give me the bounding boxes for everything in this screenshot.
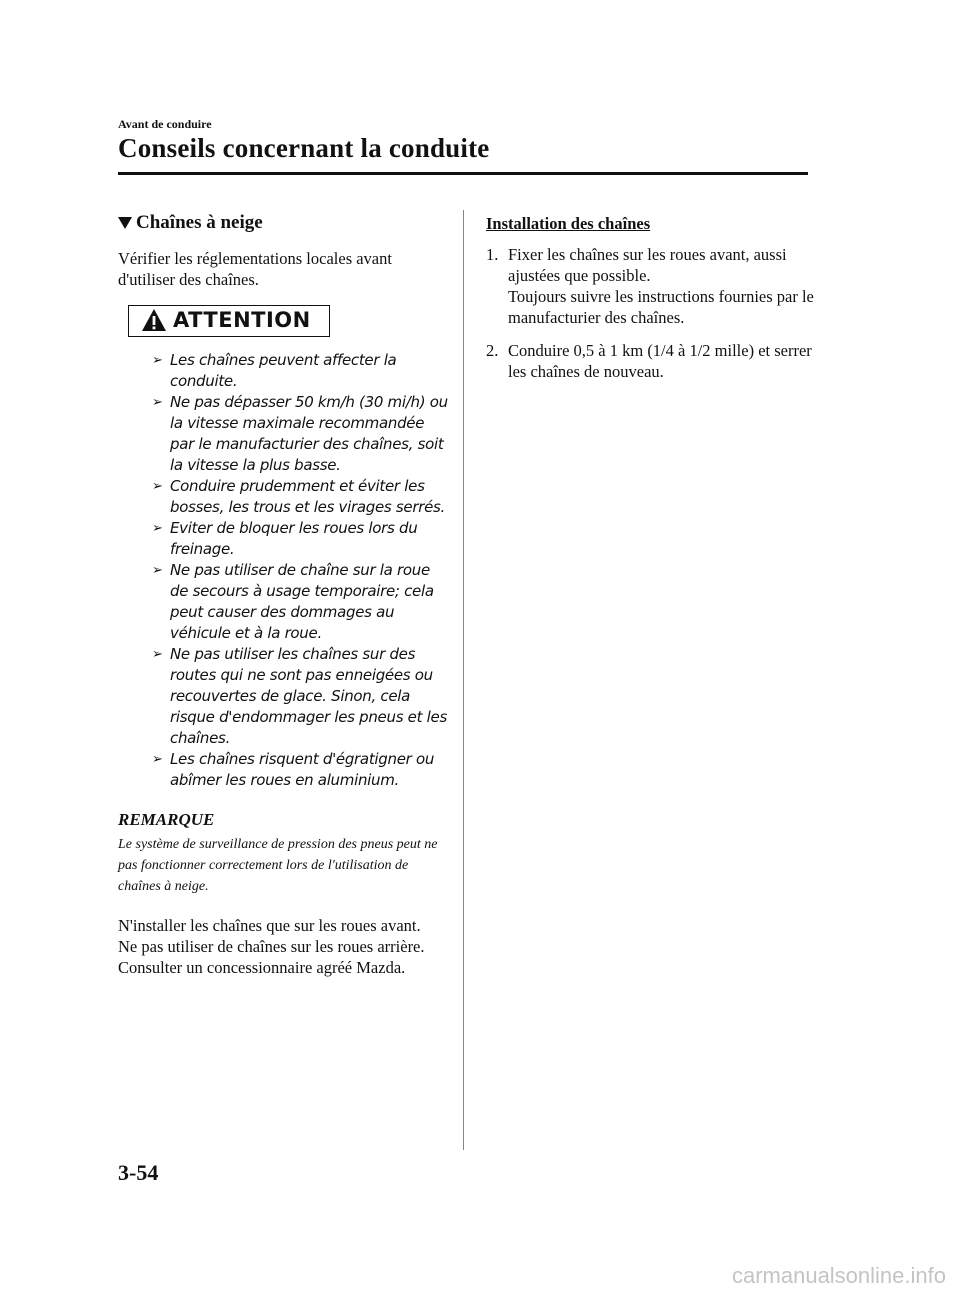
arrow-bullet-icon: ➢ [152,521,163,536]
attention-item [118,392,448,476]
section-heading [118,212,448,234]
arrow-bullet-icon: ➢ [152,479,163,494]
attention-item-text: Conduire prudemment et éviter les bosses, les trous et les virages serrés. [170,477,445,516]
step-item [486,340,816,382]
step-extra: Toujours suivre les instructions fournies par le manufacturier des chaînes. [508,287,814,327]
attention-item-text: Eviter de bloquer les roues lors du freinage. [170,519,418,558]
notes-block [118,915,448,978]
intro-paragraph: Vérifier les réglementations locales avant d'utiliser des chaînes. [118,249,392,289]
warning-triangle-icon [141,308,167,332]
attention-banner [128,305,330,337]
note-line: Consulter un concessionnaire agréé Mazda. [118,958,406,977]
section-heading-text: Chaînes à neige [136,212,263,233]
step-text: Conduire 0,5 à 1 km (1/4 à 1/2 mille) et serrer les chaînes de nouveau. [508,341,812,381]
installation-heading: Installation des chaînes [486,214,651,233]
header-divider [118,172,808,175]
attention-item [118,518,448,560]
note-line: Ne pas utiliser de chaînes sur les roues arrière. [118,937,425,956]
remark-heading: REMARQUE [118,810,215,829]
page-title: Conseils concernant la conduite [118,133,490,163]
attention-item [118,560,448,644]
step-number: 1. [486,245,499,264]
installation-steps [486,244,816,382]
chapter-label: Avant de conduire [118,117,212,131]
attention-label: ATTENTION [173,308,311,332]
arrow-bullet-icon: ➢ [152,752,163,767]
step-item [486,244,816,328]
attention-item [118,749,448,791]
arrow-bullet-icon: ➢ [152,563,163,578]
attention-list [118,350,448,791]
watermark: carmanualsonline.info [731,1263,946,1288]
arrow-bullet-icon: ➢ [152,353,163,368]
right-column [486,214,816,394]
attention-item-text: Les chaînes risquent d'égratigner ou abîmer les roues en aluminium. [170,750,435,789]
attention-item [118,476,448,518]
attention-item [118,644,448,749]
attention-item-text: Les chaînes peuvent affecter la conduite. [170,351,397,390]
attention-item-text: Ne pas dépasser 50 km/h (30 mi/h) ou la vitesse maximale recommandée par le manufacturier des chaînes, soit la vitesse la plus basse. [170,393,448,474]
attention-item-text: Ne pas utiliser les chaînes sur des routes qui ne sont pas enneigées ou recouvertes de glace. Sinon, cela risque d'endommager les pneus et les chaînes. [170,645,447,747]
left-column [118,212,448,978]
step-text: Fixer les chaînes sur les roues avant, aussi ajustées que possible. [508,245,787,285]
remark-text: Le système de surveillance de pression des pneus peut ne pas fonctionner correctement lors de l'utilisation de chaînes à neige. [118,837,438,894]
note-line: N'installer les chaînes que sur les roues avant. [118,916,421,935]
arrow-bullet-icon: ➢ [152,647,163,662]
down-triangle-icon [118,217,132,229]
column-divider [463,210,464,1150]
attention-item-text: Ne pas utiliser de chaîne sur la roue de secours à usage temporaire; cela peut causer des dommages au véhicule et à la roue. [170,561,434,642]
attention-item [118,350,448,392]
page-number: 3-54 [118,1160,159,1185]
arrow-bullet-icon: ➢ [152,395,163,410]
step-number: 2. [486,341,499,360]
